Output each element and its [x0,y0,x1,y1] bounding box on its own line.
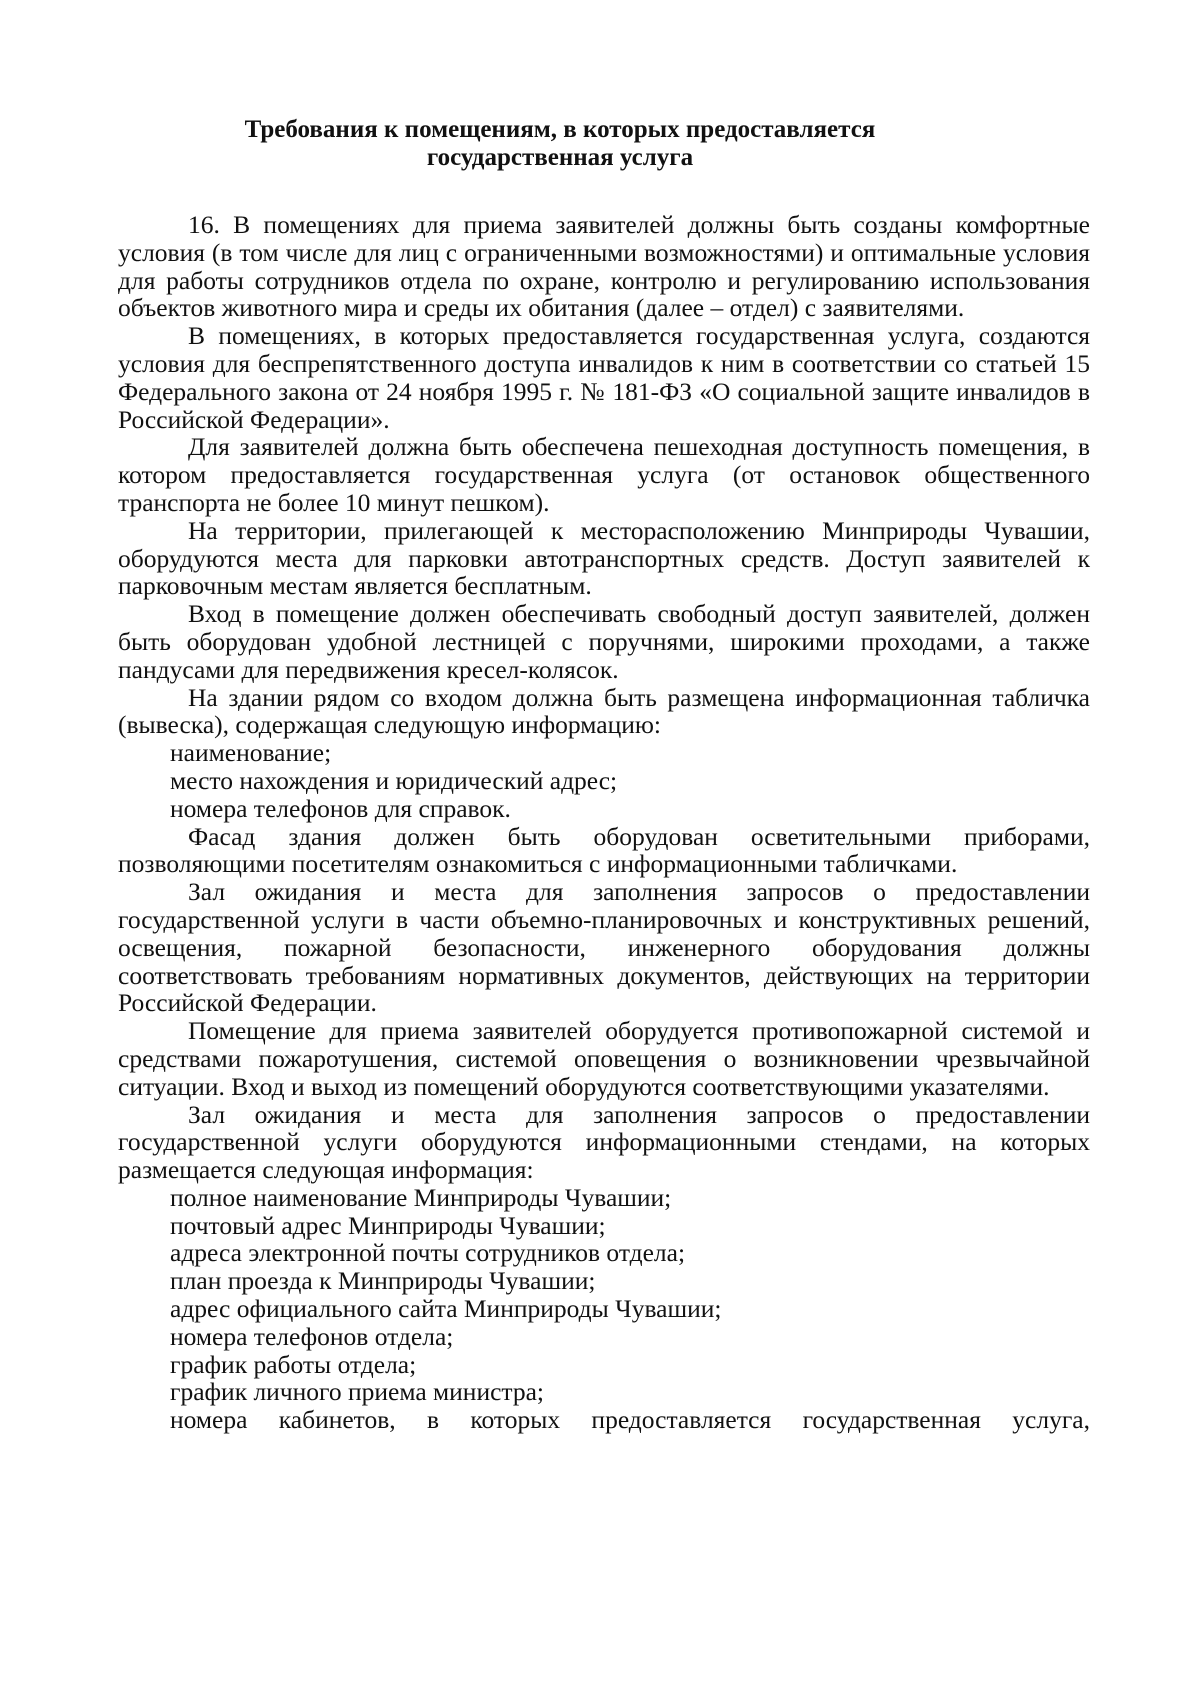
list-item: почтовый адрес Минприроды Чувашии; [170,1210,606,1240]
paragraph-facade: Фасад здания должен быть оборудован осветительными приборами, позволяющими посетителям ознакомиться с информационными табличками. [118,821,1090,879]
title-line-2: государственная услуга [426,144,694,171]
title-line-1: Требования к помещениям, в которых предоставляется [244,116,876,143]
list-item: номера телефонов для справок. [170,793,511,823]
document-title [200,116,920,172]
paragraph-parking: На территории, прилегающей к месторасположению Минприроды Чувашии, оборудуются места для парковки автотранспортных средств. Доступ заявителей к парковочным местам является бесплатным. [118,515,1090,601]
document-body [118,211,1090,1434]
list-item: адреса электронной почты сотрудников отдела; [170,1238,686,1268]
list-item: график личного приема министра; [170,1377,545,1407]
list-item: место нахождения и юридический адрес; [170,765,618,795]
paragraph-waiting-hall: Зал ожидания и места для заполнения запросов о предоставлении государственной услуги в части объемно-планировочных и конструктивных решений, освещения, пожарной безопасности, инженерного оборудования должны соответствовать требованиям нормативных документов, действующих на территории Российской Федерации. [118,877,1090,1018]
paragraph-entrance: Вход в помещение должен обеспечивать свободный доступ заявителей, должен быть оборудован удобной лестницей с поручнями, широкими проходами, а также пандусами для передвижения кресел-колясок. [118,599,1090,684]
list-item: номера телефонов отдела; [170,1321,454,1351]
list-item: номера кабинетов, в которых предоставляется государственная услуга, [170,1405,1090,1435]
paragraph-16: 16. В помещениях для приема заявителей должны быть созданы комфортные условия (в том числе для лиц с ограниченными возможностями) и оптимальные условия для работы сотрудников отдела по охране, контролю и регулированию использования объектов животного мира и среды их обитания (далее – отдел) с заявителями. [118,210,1090,323]
list-item: полное наименование Минприроды Чувашии; [170,1182,672,1212]
paragraph-fire-safety: Помещение для приема заявителей оборудуется противопожарной системой и средствами пожаротушения, системой оповещения о возникновении чрезвычайной ситуации. Вход и выход из помещений оборудуются соответствующими указателями. [118,1016,1090,1101]
paragraph-info-stands: Зал ожидания и места для заполнения запросов о предоставлении государственной услуги оборудуются информационными стендами, на которых размещается следующая информация: [118,1099,1090,1185]
list-item: график работы отдела; [170,1349,417,1379]
list-item: план проезда к Минприроды Чувашии; [170,1266,596,1296]
list-item: адрес официального сайта Минприроды Чувашии; [170,1294,722,1324]
paragraph-accessibility: В помещениях, в которых предоставляется государственная услуга, создаются условия для беспрепятственного доступа инвалидов к ним в соответствии со статьей 15 Федерального закона от 24 ноября 1995 г. № 181-ФЗ «О социальной защите инвалидов в Российской Федерации». [118,321,1090,434]
paragraph-signboard: На здании рядом со входом должна быть размещена информационная табличка (вывеска), содержащая следующую информацию: [118,682,1090,740]
list-item: наименование; [170,738,332,768]
paragraph-pedestrian-access: Для заявителей должна быть обеспечена пешеходная доступность помещения, в котором предоставляется государственная услуга (от остановок общественного транспорта не более 10 минут пешком). [118,432,1090,517]
